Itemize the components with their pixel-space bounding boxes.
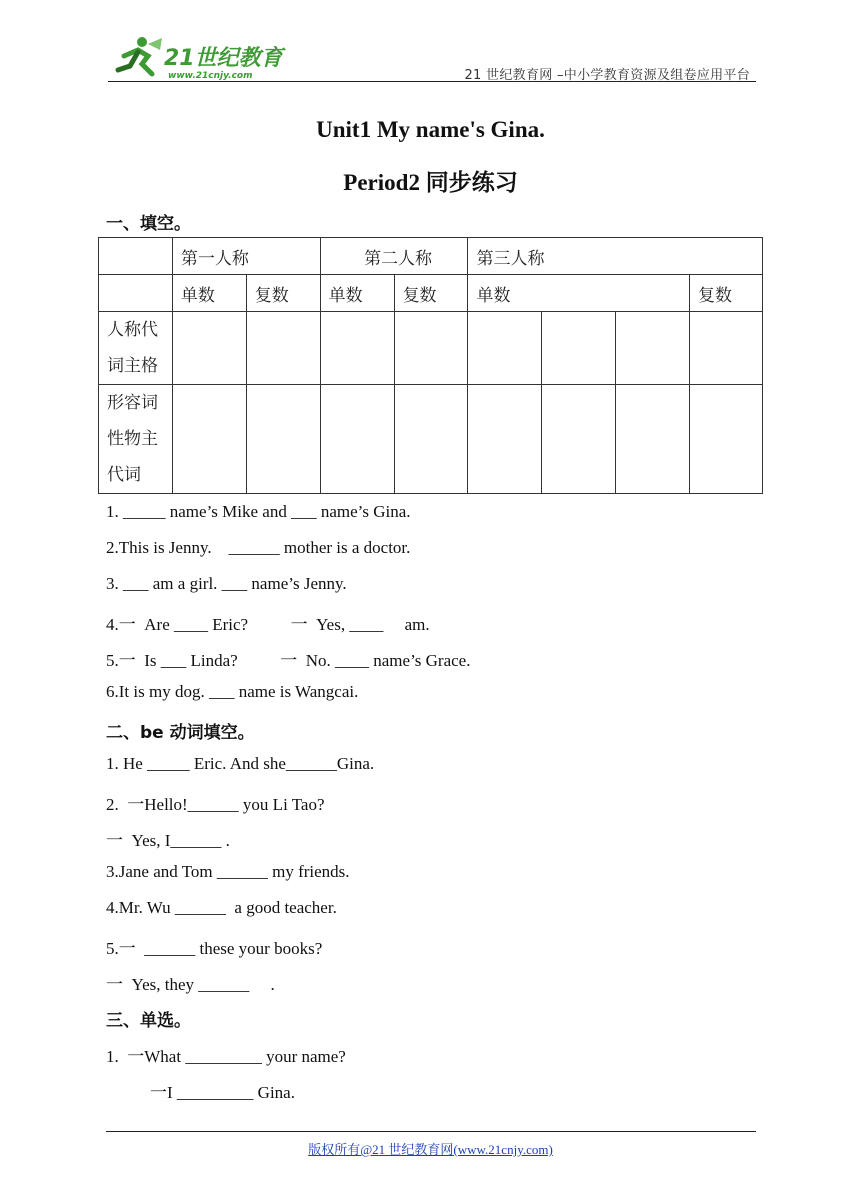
- row-label-line: 人称代: [107, 320, 158, 340]
- answer-cell[interactable]: [394, 385, 468, 494]
- answer-cell[interactable]: [394, 312, 468, 385]
- exercise-line: 4.一 Are ____ Eric? 一 Yes, ____ am.: [106, 615, 430, 634]
- svg-text:21世纪教育: 21世纪教育: [164, 46, 283, 71]
- site-slogan: 21 世纪教育网 –中小学教育资源及组卷应用平台: [464, 68, 750, 83]
- table-corner-cell: [99, 238, 173, 275]
- exercise-line: 5.一 Is ___ Linda? 一 No. ____ name’s Grace.: [106, 651, 471, 670]
- row-label-line: 词主格: [107, 356, 158, 376]
- exercise-line: 一 Yes, I______ .: [106, 831, 230, 850]
- exercise-line: 1. _____ name’s Mike and ___ name’s Gina.: [106, 502, 411, 521]
- header-divider: [108, 81, 756, 82]
- page-header: [108, 30, 756, 82]
- exercise-line: 一 Yes, they ______ .: [106, 975, 275, 994]
- footer-divider: [106, 1131, 756, 1132]
- exercise-line: 6.It is my dog. ___ name is Wangcai.: [106, 682, 359, 701]
- answer-cell[interactable]: [616, 312, 690, 385]
- answer-cell[interactable]: [246, 385, 320, 494]
- header-second-person: 第二人称: [320, 238, 468, 275]
- header-first-person: 第一人称: [172, 238, 320, 275]
- answer-cell[interactable]: [172, 385, 246, 494]
- exercise-line: 5.一 ______ these your books?: [106, 939, 323, 958]
- page-title: Unit1 My name's Gina.: [316, 117, 545, 142]
- exercise-line: 1. He _____ Eric. And she______Gina.: [106, 754, 375, 773]
- subheader-singular: 单数: [172, 275, 246, 312]
- site-logo: [108, 34, 288, 82]
- section-heading-fill-in: 一、填空。: [106, 214, 191, 234]
- subheader-singular: 单数: [320, 275, 394, 312]
- exercise-line: 1. 一What _________ your name?: [106, 1047, 346, 1066]
- exercise-line: 3.Jane and Tom ______ my friends.: [106, 862, 350, 881]
- answer-cell[interactable]: [690, 312, 763, 385]
- page-subtitle: Period2 同步练习: [343, 170, 518, 195]
- exercise-line: 2. 一Hello!______ you Li Tao?: [106, 795, 325, 814]
- header-third-person: 第三人称: [468, 238, 763, 275]
- answer-cell[interactable]: [690, 385, 763, 494]
- answer-cell[interactable]: [468, 385, 542, 494]
- subheader-plural: 复数: [394, 275, 468, 312]
- row-label-line: 形容词: [107, 393, 158, 413]
- answer-cell[interactable]: [542, 385, 616, 494]
- answer-cell[interactable]: [320, 312, 394, 385]
- copyright-link[interactable]: 版权所有@21 世纪教育网(www.21cnjy.com): [308, 1142, 553, 1157]
- answer-cell[interactable]: [246, 312, 320, 385]
- answer-cell[interactable]: [172, 312, 246, 385]
- row-label-line: 性物主: [107, 429, 158, 449]
- table-blank-cell: [99, 275, 173, 312]
- svg-text:www.21cnjy.com: www.21cnjy.com: [168, 71, 253, 81]
- exercise-line: 2.This is Jenny. ______ mother is a doctor.: [106, 538, 411, 557]
- pronoun-table: [98, 237, 763, 494]
- row-label-possessive-adjective: [99, 385, 173, 494]
- subheader-singular: 单数: [468, 275, 690, 312]
- row-label-line: 代词: [107, 465, 141, 485]
- section-heading-multiple-choice: 三、单选。: [106, 1011, 191, 1031]
- answer-cell[interactable]: [542, 312, 616, 385]
- answer-cell[interactable]: [616, 385, 690, 494]
- section-heading-be-verb: 二、be 动词填空。: [106, 723, 255, 743]
- subheader-plural: 复数: [690, 275, 763, 312]
- exercise-line: 4.Mr. Wu ______ a good teacher.: [106, 898, 337, 917]
- exercise-line: 3. ___ am a girl. ___ name’s Jenny.: [106, 574, 347, 593]
- subheader-plural: 复数: [246, 275, 320, 312]
- exercise-line: 一I _________ Gina.: [150, 1083, 295, 1102]
- answer-cell[interactable]: [320, 385, 394, 494]
- row-label-subject-pronoun: [99, 312, 173, 385]
- answer-cell[interactable]: [468, 312, 542, 385]
